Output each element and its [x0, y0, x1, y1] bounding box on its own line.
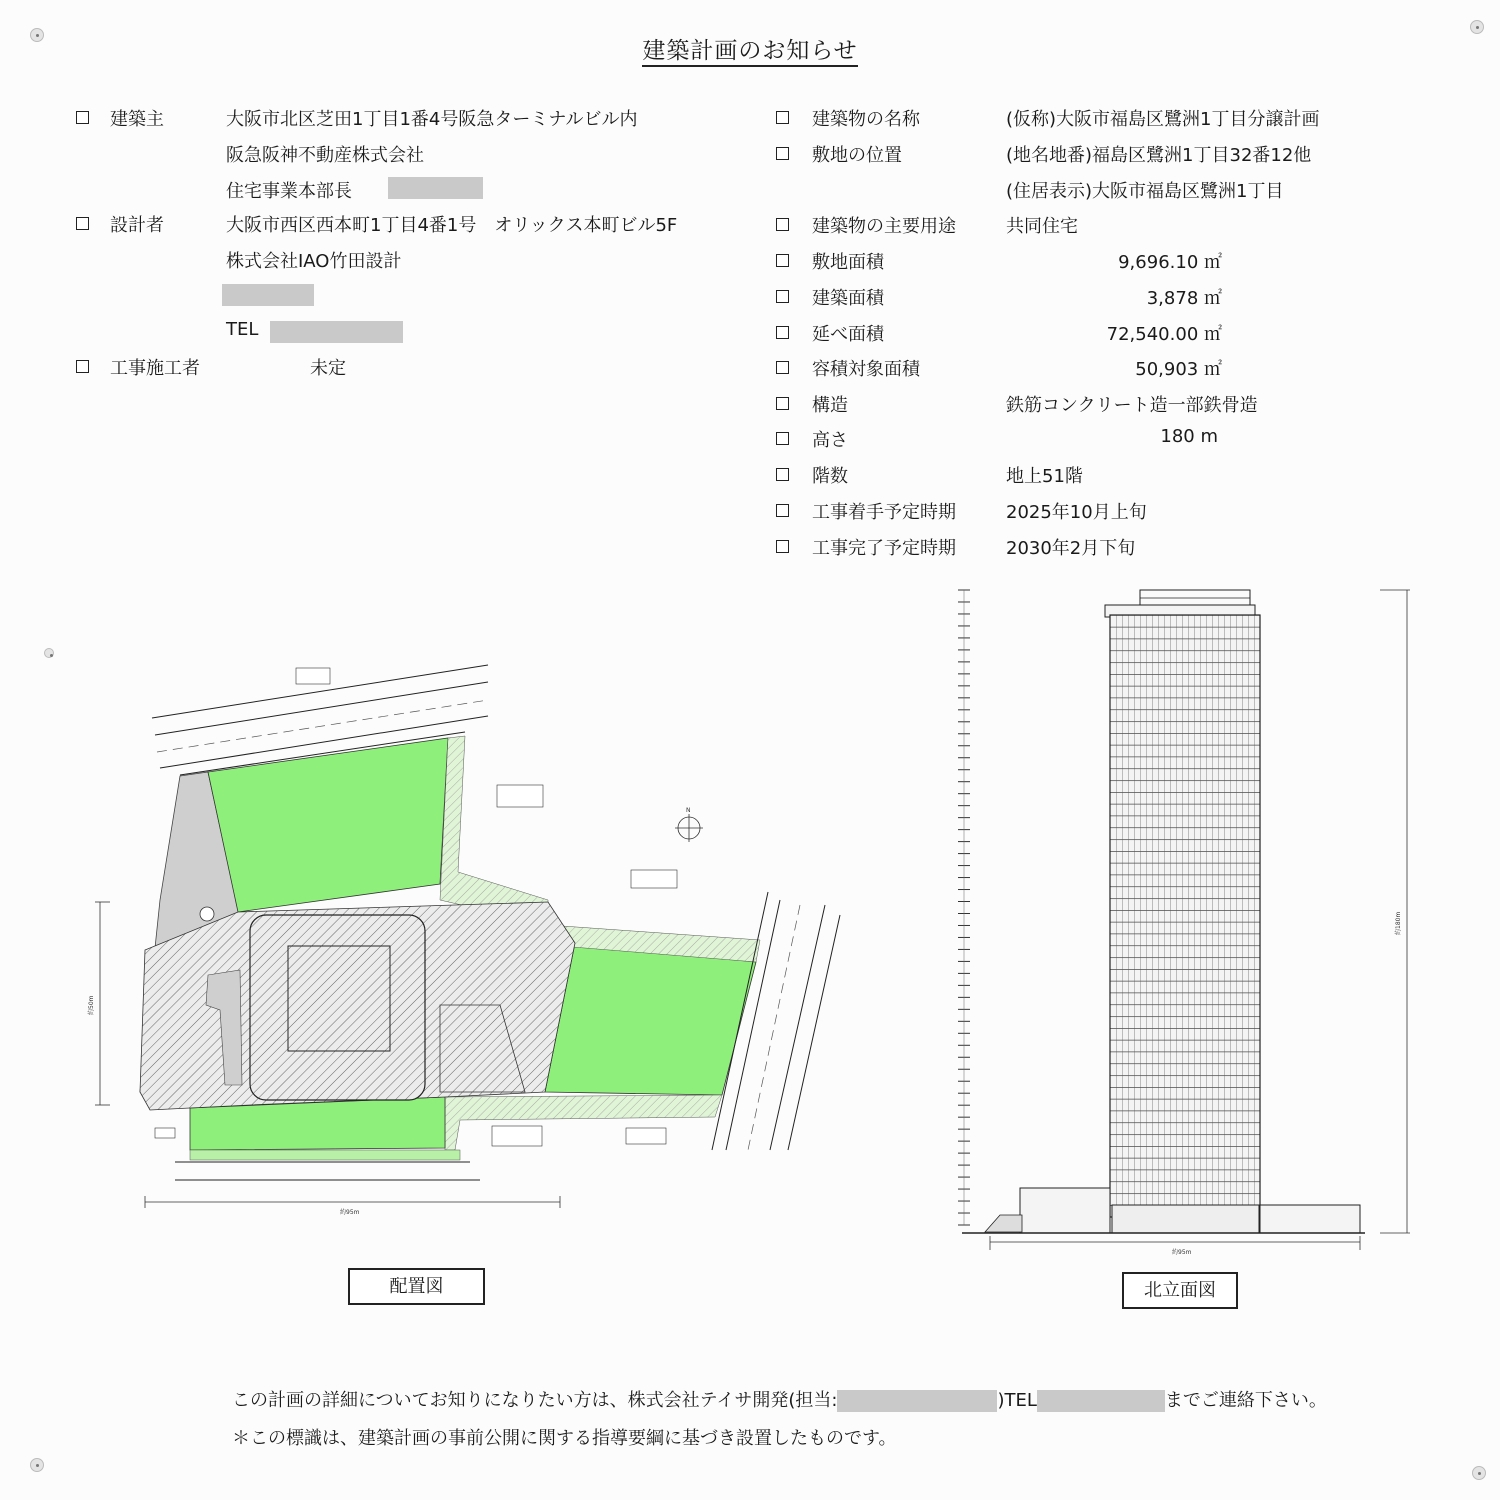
checkbox-icon [776, 468, 789, 481]
footer-text: までご連絡下さい。 [1164, 1390, 1327, 1411]
item-label: 高さ [812, 430, 848, 451]
checkbox-icon [776, 218, 789, 231]
redaction [837, 1390, 997, 1412]
item-value: 鉄筋コンクリート造一部鉄骨造 [1006, 395, 1258, 416]
redaction [270, 321, 403, 343]
checkbox-icon [776, 254, 789, 267]
elevation-drawing [940, 578, 1420, 1268]
item-label: 延べ面積 [812, 324, 884, 345]
site-plan-drawing [90, 650, 850, 1220]
dimension-height: 約50m [88, 995, 95, 1015]
low-rise-right [1260, 1205, 1360, 1233]
item-label: 建築物の主要用途 [812, 216, 956, 237]
item-label: 容積対象面積 [812, 359, 920, 380]
item-value: 180 m [1160, 426, 1218, 447]
item-value: 2030年2月下旬 [1006, 538, 1136, 559]
page-title: 建築計画のお知らせ [0, 32, 1500, 65]
green-walkway [440, 736, 548, 925]
screw-icon [1472, 1466, 1486, 1480]
checkbox-icon [776, 397, 789, 410]
tel-label: TEL [226, 319, 259, 340]
tower-facade [1110, 615, 1260, 1217]
designer-line: 株式会社IAO竹田設計 [226, 251, 402, 272]
green-area [545, 943, 756, 1095]
checkbox-icon [776, 326, 789, 339]
tower-core [288, 946, 390, 1051]
item-value: 3,878 ㎡ [1146, 288, 1222, 309]
owner-line: 大阪市北区芝田1丁目1番4号阪急ターミナルビル内 [226, 109, 638, 130]
contractor-value: 未定 [310, 358, 346, 379]
ramp [985, 1215, 1022, 1232]
screw-icon [30, 1458, 44, 1472]
item-value: (住居表示)大阪市福島区鷺洲1丁目 [1006, 181, 1284, 202]
redaction [388, 177, 483, 199]
checkbox-icon [776, 361, 789, 374]
dimension-width: 約95m [340, 1209, 360, 1216]
item-label: 建築面積 [812, 288, 884, 309]
item-label: 建築物の名称 [812, 109, 920, 130]
footer-text: この計画の詳細についてお知りになりたい方は、株式会社テイサ開発(担当: [232, 1390, 838, 1411]
owner-line: 住宅事業本部長 [226, 181, 352, 202]
floor-scale [958, 590, 970, 1225]
checkbox-icon [76, 217, 89, 230]
footer-line-1 [232, 1386, 1327, 1412]
checkbox-icon [76, 360, 89, 373]
checkbox-icon [776, 111, 789, 124]
owner-label: 建築主 [110, 109, 164, 130]
green-walkway [190, 1150, 460, 1160]
item-label: 敷地の位置 [812, 145, 902, 166]
redaction [222, 284, 314, 306]
item-label: 構造 [812, 395, 848, 416]
item-label: 工事完了予定時期 [812, 538, 956, 559]
elevation-caption: 北立面図 [1122, 1272, 1238, 1309]
item-value: 共同住宅 [1006, 216, 1078, 237]
screw-icon [44, 648, 54, 658]
green-area [208, 738, 448, 912]
item-label: 敷地面積 [812, 252, 884, 273]
north-label: N [686, 807, 691, 814]
checkbox-icon [776, 147, 789, 160]
owner-line: 阪急阪神不動産株式会社 [226, 145, 424, 166]
checkbox-icon [76, 111, 89, 124]
dimension-width: 約95m [1172, 1249, 1192, 1256]
checkbox-icon [776, 290, 789, 303]
checkbox-icon [776, 432, 789, 445]
footer-text: )TEL [997, 1390, 1037, 1411]
green-walkway [445, 1095, 722, 1150]
footer-line-2: ＊この標識は、建築計画の事前公開に関する指導要綱に基づき設置したものです。 [232, 1428, 897, 1449]
item-value: 2025年10月上旬 [1006, 502, 1147, 523]
item-value: 9,696.10 ㎡ [1118, 252, 1222, 273]
low-rise-left [1020, 1188, 1110, 1233]
designer-line: 大阪市西区西本町1丁目4番1号 オリックス本町ビル5F [226, 215, 678, 236]
tree-icon [200, 907, 214, 921]
north-arrow-icon [675, 807, 703, 842]
checkbox-icon [776, 504, 789, 517]
site-plan-caption: 配置図 [348, 1268, 485, 1305]
item-value: 地上51階 [1006, 466, 1083, 487]
item-value: 72,540.00 ㎡ [1106, 324, 1222, 345]
redaction [1037, 1390, 1165, 1412]
dimension-height: 約180m [1395, 911, 1402, 935]
item-label: 階数 [812, 466, 848, 487]
contractor-label: 工事施工者 [110, 358, 200, 379]
item-value: (地名地番)福島区鷺洲1丁目32番12他 [1006, 145, 1312, 166]
tower-base [1112, 1205, 1259, 1233]
item-value: (仮称)大阪市福島区鷺洲1丁目分譲計画 [1006, 109, 1320, 130]
item-value: 50,903 ㎡ [1135, 359, 1222, 380]
designer-label: 設計者 [110, 215, 164, 236]
item-label: 工事着手予定時期 [812, 502, 956, 523]
checkbox-icon [776, 540, 789, 553]
